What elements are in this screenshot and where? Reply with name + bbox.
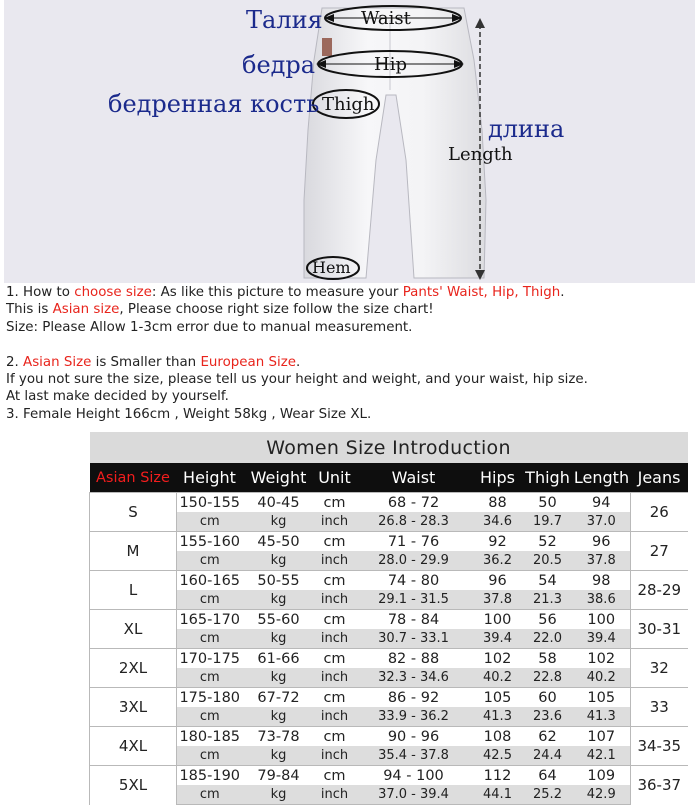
length-inch: 37.0 [573, 512, 631, 532]
waist-inch: 30.7 - 33.1 [355, 629, 473, 649]
waist-inch: 33.9 - 36.2 [355, 707, 473, 727]
pants-illustration [4, 0, 695, 283]
length-cm: 96 [573, 532, 631, 552]
unit-inch: inch [315, 512, 355, 532]
instruction-line-3: Size: Please Allow 1-3cm error due to manual measurement. [6, 319, 413, 335]
jeans-size: 27 [631, 532, 688, 571]
height-value: 170-175 [177, 649, 243, 669]
waist-cm: 68 - 72 [355, 493, 473, 513]
size-label: 2XL [90, 649, 177, 688]
waist-cm: 74 - 80 [355, 571, 473, 591]
waist-label-ru: Талия [246, 6, 323, 34]
weight-unit: kg [243, 707, 315, 727]
length-cm: 98 [573, 571, 631, 591]
jeans-size: 30-31 [631, 610, 688, 649]
size-row-inch [90, 629, 688, 649]
header-waist: Waist [355, 463, 473, 493]
waist-inch: 37.0 - 39.4 [355, 785, 473, 805]
hips-inch: 41.3 [473, 707, 523, 727]
height-value: 160-165 [177, 571, 243, 591]
weight-unit: kg [243, 668, 315, 688]
height-value: 180-185 [177, 727, 243, 747]
length-label-en: Length [448, 144, 513, 165]
weight-unit: kg [243, 629, 315, 649]
women-size-table [89, 432, 688, 805]
hips-inch: 40.2 [473, 668, 523, 688]
size-row-cm [90, 571, 688, 591]
asian-size-highlight-2: Asian Size [23, 354, 92, 370]
spacer [6, 336, 692, 353]
instruction-line-4: 2. Asian Size is Smaller than European Size. [6, 354, 301, 370]
thigh-cm: 50 [523, 493, 573, 513]
height-unit: cm [177, 629, 243, 649]
weight-unit: kg [243, 590, 315, 610]
header-length: Length [573, 463, 631, 493]
instruction-line-2: This is Asian size, Please choose right size follow the size chart! [6, 302, 434, 318]
thigh-inch: 21.3 [523, 590, 573, 610]
waist-inch: 26.8 - 28.3 [355, 512, 473, 532]
weight-unit: kg [243, 746, 315, 766]
thigh-cm: 64 [523, 766, 573, 786]
unit-inch: inch [315, 590, 355, 610]
jeans-size: 36-37 [631, 766, 688, 805]
header-height: Height [177, 463, 243, 493]
hem-label-en: Hem [312, 258, 351, 277]
unit-cm: cm [315, 649, 355, 669]
thigh-inch: 20.5 [523, 551, 573, 571]
thigh-label-en: Thigh [322, 94, 375, 115]
unit-cm: cm [315, 688, 355, 708]
size-label: 3XL [90, 688, 177, 727]
height-unit: cm [177, 785, 243, 805]
thigh-inch: 24.4 [523, 746, 573, 766]
height-value: 175-180 [177, 688, 243, 708]
size-instructions [6, 284, 692, 423]
size-label: M [90, 532, 177, 571]
instruction-line-1: 1. How to choose size: As like this picture to measure your Pants' Waist, Hip, Thigh. [6, 285, 565, 300]
height-unit: cm [177, 746, 243, 766]
weight-value: 40-45 [243, 493, 315, 513]
size-row-inch [90, 590, 688, 610]
length-inch: 39.4 [573, 629, 631, 649]
height-unit: cm [177, 512, 243, 532]
waist-inch: 29.1 - 31.5 [355, 590, 473, 610]
header-thigh: Thigh [523, 463, 573, 493]
jeans-size: 32 [631, 649, 688, 688]
hips-inch: 37.8 [473, 590, 523, 610]
table-title: Women Size Introduction [90, 432, 688, 463]
size-row-cm [90, 688, 688, 708]
unit-cm: cm [315, 610, 355, 630]
jeans-size: 26 [631, 493, 688, 532]
length-cm: 102 [573, 649, 631, 669]
hips-inch: 34.6 [473, 512, 523, 532]
size-row-inch [90, 512, 688, 532]
header-unit: Unit [315, 463, 355, 493]
header-jeans: Jeans [631, 463, 688, 493]
thigh-inch: 25.2 [523, 785, 573, 805]
hips-cm: 108 [473, 727, 523, 747]
hips-inch: 42.5 [473, 746, 523, 766]
length-cm: 109 [573, 766, 631, 786]
waist-cm: 94 - 100 [355, 766, 473, 786]
length-inch: 41.3 [573, 707, 631, 727]
hips-inch: 44.1 [473, 785, 523, 805]
hips-cm: 96 [473, 571, 523, 591]
hips-cm: 102 [473, 649, 523, 669]
height-unit: cm [177, 707, 243, 727]
table-title-row [90, 432, 688, 463]
size-label: XL [90, 610, 177, 649]
unit-inch: inch [315, 668, 355, 688]
thigh-inch: 23.6 [523, 707, 573, 727]
unit-inch: inch [315, 785, 355, 805]
length-cm: 94 [573, 493, 631, 513]
waist-cm: 71 - 76 [355, 532, 473, 552]
waist-inch: 35.4 - 37.8 [355, 746, 473, 766]
length-label-ru: длина [488, 115, 565, 143]
thigh-cm: 56 [523, 610, 573, 630]
waist-cm: 86 - 92 [355, 688, 473, 708]
size-label: 5XL [90, 766, 177, 805]
length-inch: 37.8 [573, 551, 631, 571]
asian-size-highlight: Asian size [52, 302, 120, 318]
hips-cm: 88 [473, 493, 523, 513]
size-label: L [90, 571, 177, 610]
pants-measurement-diagram [4, 0, 695, 283]
unit-inch: inch [315, 629, 355, 649]
size-row-cm [90, 532, 688, 552]
hips-cm: 105 [473, 688, 523, 708]
thigh-inch: 22.0 [523, 629, 573, 649]
weight-value: 45-50 [243, 532, 315, 552]
size-row-inch [90, 746, 688, 766]
size-row-cm [90, 766, 688, 786]
waist-inch: 32.3 - 34.6 [355, 668, 473, 688]
header-weight: Weight [243, 463, 315, 493]
size-row-cm [90, 649, 688, 669]
european-size-highlight: European Size [200, 354, 296, 370]
size-label: 4XL [90, 727, 177, 766]
size-row-inch [90, 785, 688, 805]
unit-inch: inch [315, 551, 355, 571]
length-inch: 40.2 [573, 668, 631, 688]
hips-inch: 36.2 [473, 551, 523, 571]
hips-inch: 39.4 [473, 629, 523, 649]
jeans-size: 33 [631, 688, 688, 727]
hips-cm: 92 [473, 532, 523, 552]
weight-unit: kg [243, 785, 315, 805]
height-unit: cm [177, 668, 243, 688]
instruction-line-6: At last make decided by yourself. [6, 389, 229, 405]
height-unit: cm [177, 590, 243, 610]
length-inch: 42.1 [573, 746, 631, 766]
waist-inch: 28.0 - 29.9 [355, 551, 473, 571]
height-value: 150-155 [177, 493, 243, 513]
weight-value: 50-55 [243, 571, 315, 591]
weight-value: 61-66 [243, 649, 315, 669]
unit-cm: cm [315, 493, 355, 513]
size-row-inch [90, 551, 688, 571]
size-row-cm [90, 493, 688, 513]
header-asian-size: Asian Size [90, 463, 177, 493]
length-cm: 100 [573, 610, 631, 630]
size-row-cm [90, 610, 688, 630]
weight-unit: kg [243, 551, 315, 571]
waist-cm: 90 - 96 [355, 727, 473, 747]
length-cm: 105 [573, 688, 631, 708]
length-inch: 42.9 [573, 785, 631, 805]
measure-parts-highlight: Pants' Waist, Hip, Thigh [402, 285, 561, 300]
unit-inch: inch [315, 746, 355, 766]
weight-value: 79-84 [243, 766, 315, 786]
unit-cm: cm [315, 727, 355, 747]
jeans-size: 28-29 [631, 571, 688, 610]
height-value: 185-190 [177, 766, 243, 786]
thigh-cm: 54 [523, 571, 573, 591]
size-label: S [90, 493, 177, 532]
choose-size-highlight: choose size [74, 285, 152, 300]
weight-value: 67-72 [243, 688, 315, 708]
thigh-label-ru: бедренная кость [108, 90, 320, 118]
length-inch: 38.6 [573, 590, 631, 610]
thigh-cm: 58 [523, 649, 573, 669]
unit-cm: cm [315, 532, 355, 552]
height-unit: cm [177, 551, 243, 571]
unit-cm: cm [315, 571, 355, 591]
hips-cm: 100 [473, 610, 523, 630]
thigh-inch: 19.7 [523, 512, 573, 532]
header-hips: Hips [473, 463, 523, 493]
size-row-inch [90, 707, 688, 727]
hips-cm: 112 [473, 766, 523, 786]
height-value: 155-160 [177, 532, 243, 552]
weight-value: 73-78 [243, 727, 315, 747]
unit-inch: inch [315, 707, 355, 727]
thigh-cm: 60 [523, 688, 573, 708]
hip-label-en: Hip [374, 54, 407, 75]
weight-value: 55-60 [243, 610, 315, 630]
table-header-row [90, 463, 688, 493]
waist-cm: 82 - 88 [355, 649, 473, 669]
thigh-inch: 22.8 [523, 668, 573, 688]
waist-label-en: Waist [361, 8, 411, 29]
unit-cm: cm [315, 766, 355, 786]
length-cm: 107 [573, 727, 631, 747]
instruction-line-7: 3. Female Height 166cm , Weight 58kg , Wear Size XL. [6, 406, 372, 422]
waist-cm: 78 - 84 [355, 610, 473, 630]
weight-unit: kg [243, 512, 315, 532]
thigh-cm: 62 [523, 727, 573, 747]
hip-label-ru: бедра [242, 51, 316, 79]
jeans-size: 34-35 [631, 727, 688, 766]
height-value: 165-170 [177, 610, 243, 630]
instruction-line-5: If you not sure the size, please tell us your height and weight, and your waist, hip size. [6, 371, 588, 387]
size-row-inch [90, 668, 688, 688]
thigh-cm: 52 [523, 532, 573, 552]
size-row-cm [90, 727, 688, 747]
